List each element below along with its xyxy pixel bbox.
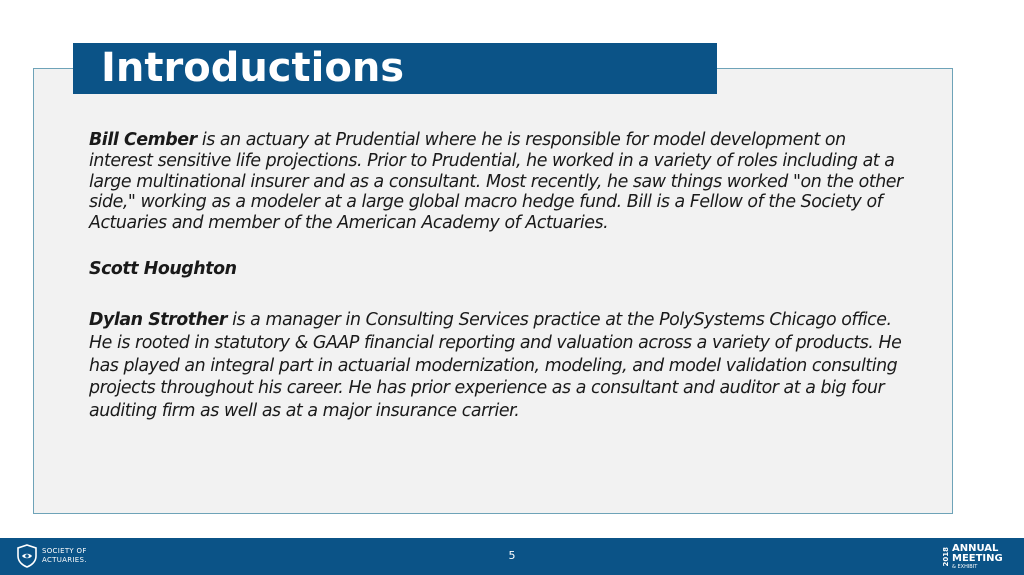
meeting-logo-line2: MEETING bbox=[952, 553, 1003, 564]
bio-name: Dylan Strother bbox=[89, 310, 228, 330]
slide-title: Introductions bbox=[101, 45, 405, 91]
soa-logo-line2: ACTUARIES. bbox=[42, 556, 87, 564]
page-number: 5 bbox=[508, 549, 516, 562]
meeting-logo-line3: & EXHIBIT bbox=[952, 564, 978, 570]
bio-dylan-strother bbox=[89, 309, 909, 423]
title-bar bbox=[73, 43, 717, 94]
bio-bill-cember bbox=[89, 130, 909, 234]
soa-logo-line1: SOCIETY OF bbox=[42, 547, 87, 555]
meeting-logo-line1: ANNUAL bbox=[952, 543, 999, 554]
footer-bar bbox=[0, 538, 1024, 575]
bio-name: Bill Cember bbox=[89, 130, 197, 150]
meeting-year: 2018 bbox=[942, 547, 950, 567]
annual-meeting-logo bbox=[942, 544, 1003, 570]
bio-scott-houghton bbox=[89, 259, 489, 280]
bio-text: is a manager in Consulting Services practice at the PolySystems Chicago office. He is rooted in statutory & GAAP financial reporting and valuation across a variety of products. He has played an integral part in actuarial modernization, modeling, and model validation consulting projects throughout his career. He has prior experience as a consultant and auditor at a big four auditing firm as well as at a major insurance carrier. bbox=[89, 310, 902, 422]
bio-name: Scott Houghton bbox=[89, 259, 237, 279]
bio-text: is an actuary at Prudential where he is responsible for model development on interest sensitive life projections. Prior to Prudential, he worked in a variety of roles including at a large multinational insurer and as a consultant. Most recently, he saw things worked "on the other side," working as a modeler at a large global macro hedge fund. Bill is a Fellow of the Society of Actuaries and member of the American Academy of Actuaries. bbox=[89, 130, 903, 234]
